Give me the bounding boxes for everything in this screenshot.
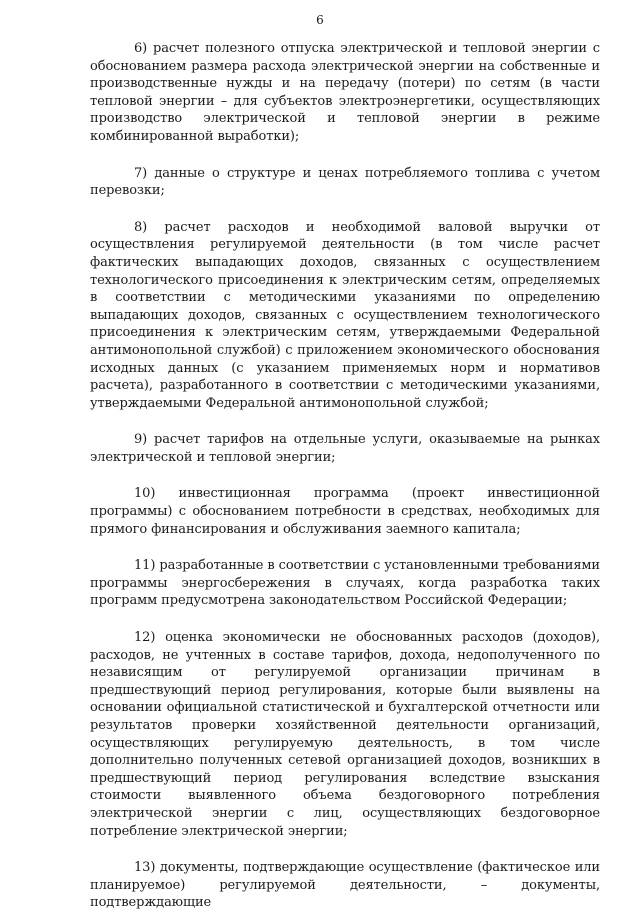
paragraph-item-9: 9) расчет тарифов на отдельные услуги, оказываемые на рынках электрической и тепловой энергии;	[90, 432, 600, 465]
document-body	[90, 40, 600, 912]
paragraph-item-10: 10) инвестиционная программа (проект инвестиционной программы) с обоснованием потребности в средствах, необходимых для прямого финансирования и обслуживания заемного капитала;	[90, 486, 600, 537]
page-number: 6	[316, 13, 324, 27]
paragraph-item-7: 7) данные о структуре и ценах потребляемого топлива с учетом перевозки;	[90, 165, 600, 199]
paragraph-item-8: 8) расчет расходов и необходимой валовой выручки от осуществления регулируемой деятельности (в том числе расчет фактических выпадающих доходов, связанных с осуществлением технологического присоединения к электрическим сетям, определяемых в соответствии с методическими указаниями по определению выпадающих доходов, связанных с осуществлением технологического присоединения к электрическим сетям, утверждаемыми Федеральной антимонопольной службой) с приложением экономического обоснования исходных данных (с указанием применяемых норм и нормативов расчета), разработанного в соответствии с методическими указаниями, утверждаемыми Федеральной антимонопольной службой;	[90, 219, 600, 411]
paragraph-item-13: 13) документы, подтверждающие осуществление (фактическое или планируемое) регулируемой деятельности, – документы, подтверждающие	[90, 860, 600, 911]
paragraph-item-6: 6) расчет полезного отпуска электрической и тепловой энергии с обоснованием размера расхода электрической энергии на собственные и производственные нужды и на передачу (потери) по сетям (в части тепловой энергии – для субъектов электроэнергетики, осуществляющих производство электрической и тепловой энергии в режиме комбинированной выработки);	[90, 41, 600, 144]
paragraph-item-12: 12) оценка экономически не обоснованных расходов (доходов), расходов, не учтенных в составе тарифов, дохода, недополученного по независящим от регулируемой организации причинам в предшествующий период регулирования, которые были выявлены на основании официальной статистической и бухгалтерской отчетности или результатов проверки хозяйственной деятельности организаций, осуществляющих регулируемую деятельность, в том числе дополнительно полученных сетевой организацией доходов, возникших в предшествующий период регулирования вследствие взыскания стоимости выявленного объема бездоговорного потребления электрической энергии с лиц, осуществляющих бездоговорное потребление электрической энергии;	[90, 630, 600, 839]
paragraph-item-11: 11) разработанные в соответствии с установленными требованиями программы энергосбережения в случаях, когда разработка таких программ предусмотрена законодательством Российской Федерации;	[90, 558, 600, 609]
